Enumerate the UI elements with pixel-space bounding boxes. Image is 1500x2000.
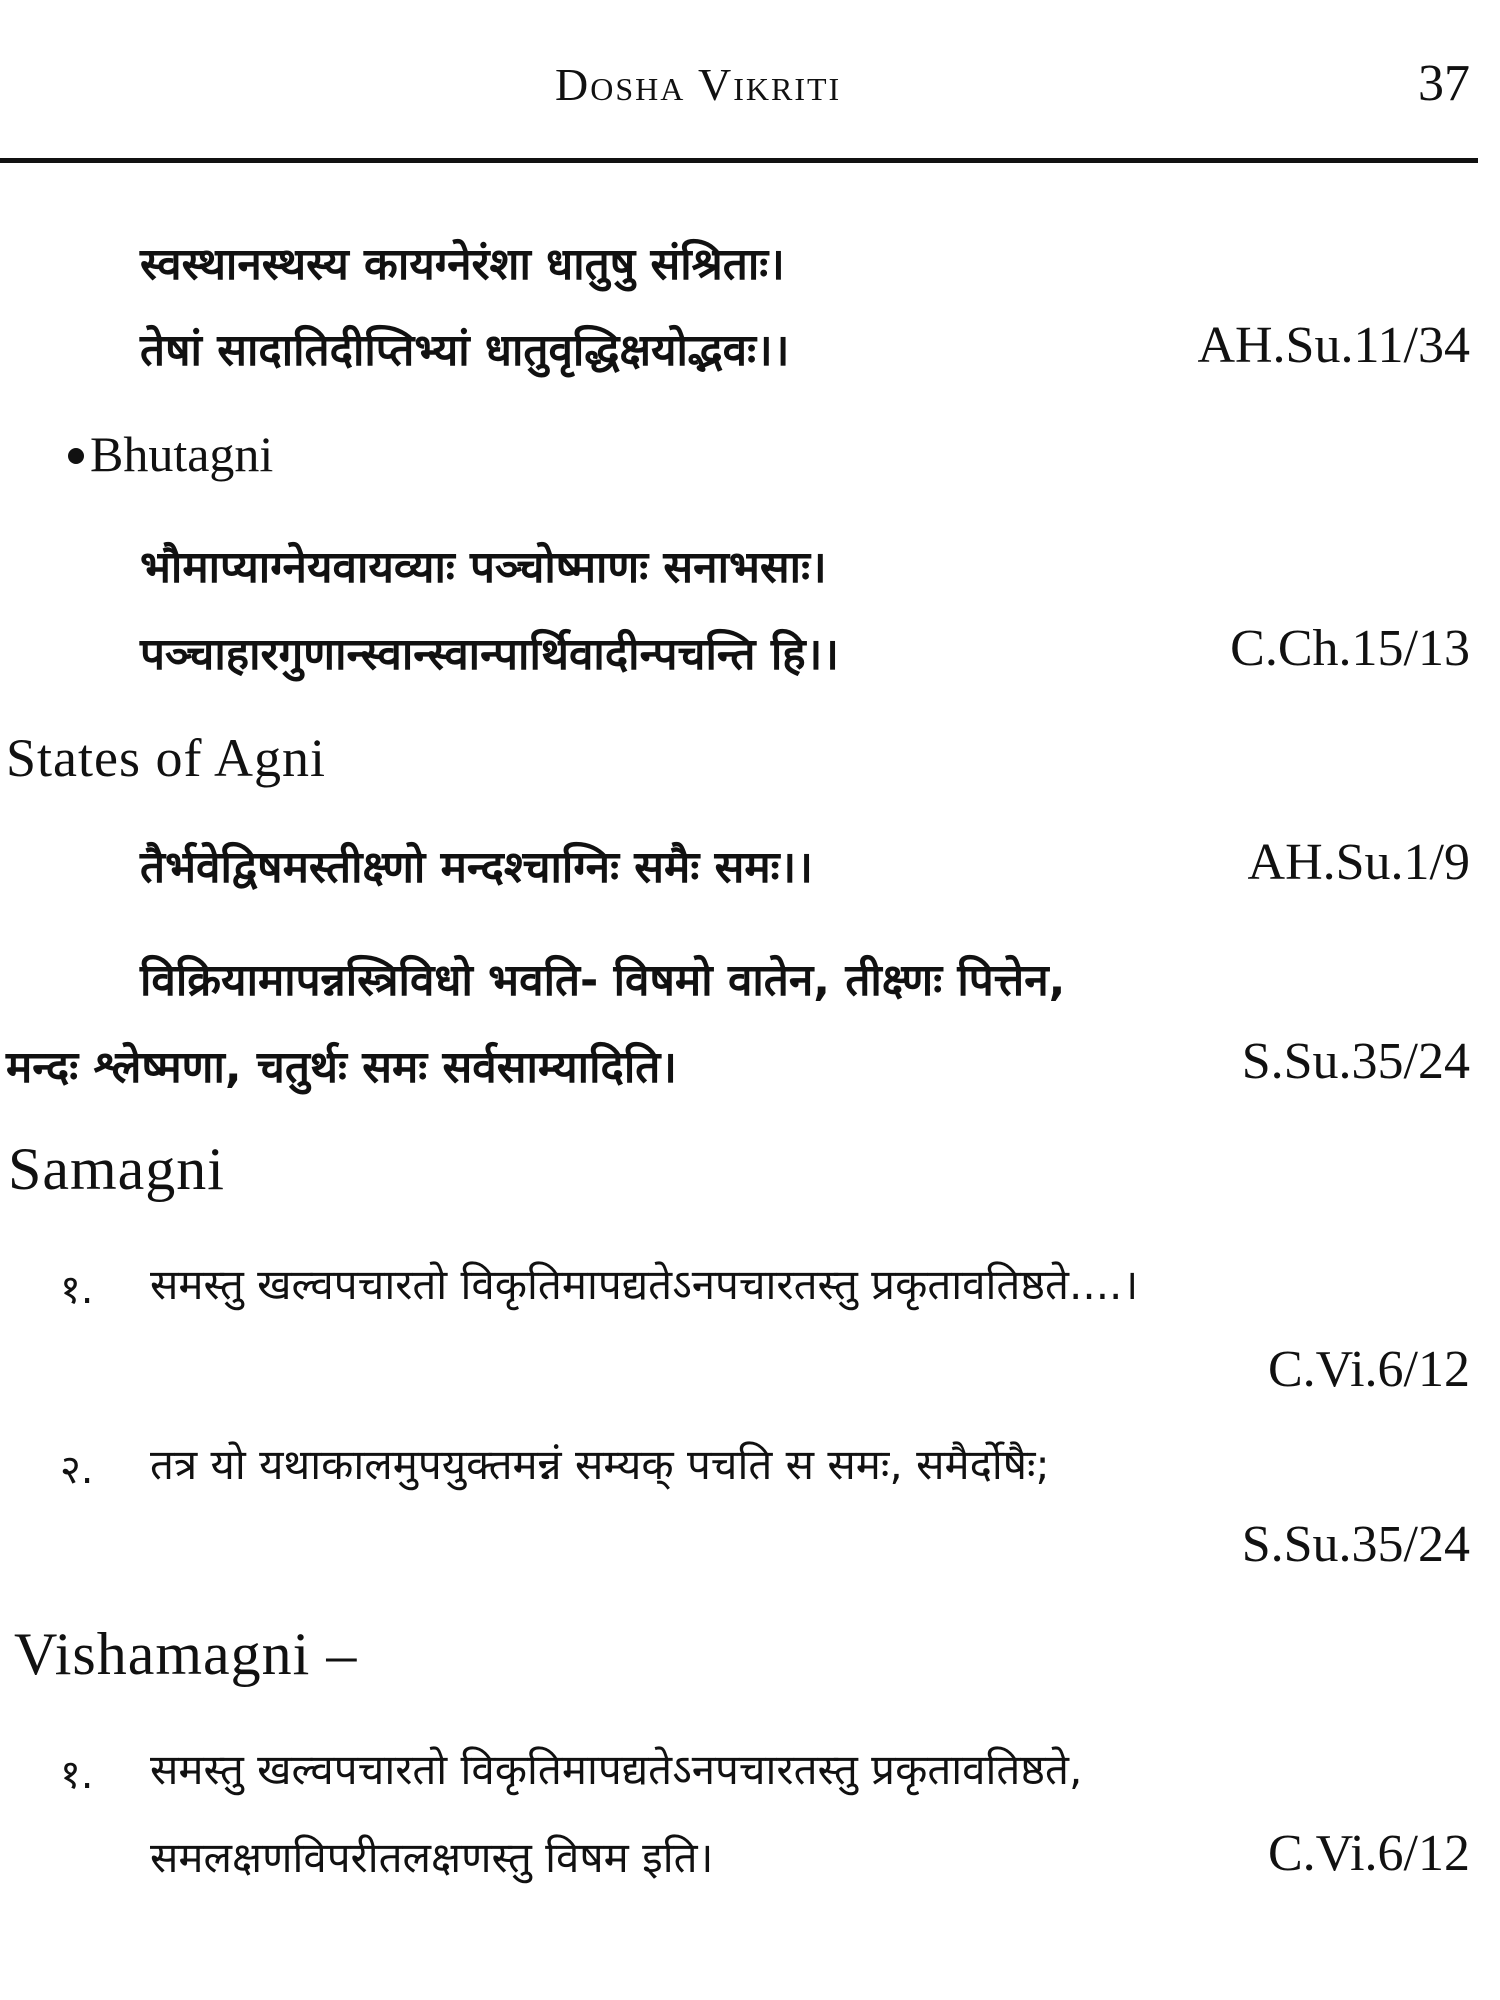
- verse-line: मन्दः श्लेष्मणा, चतुर्थः समः सर्वसाम्यादिति।: [6, 1042, 677, 1093]
- heading-text: Bhutagni: [90, 426, 274, 482]
- section-heading-bhutagni: [68, 425, 273, 483]
- citation: AH.Su.11/34: [1197, 317, 1470, 374]
- list-item-number: २.: [60, 1447, 94, 1493]
- list-item-number: १.: [60, 1752, 94, 1798]
- page-header: [0, 0, 1500, 170]
- citation: C.Vi.6/12: [1267, 1825, 1470, 1882]
- section-heading-samagni: Samagni: [8, 1136, 225, 1202]
- citation: S.Su.35/24: [1241, 1516, 1470, 1573]
- citation: C.Ch.15/13: [1230, 620, 1470, 677]
- verse-line: तेषां सादातिदीप्तिभ्यां धातुवृद्धिक्षयोद्भवः।।: [140, 325, 790, 376]
- verse-line: तैर्भवेद्विषमस्तीक्ष्णो मन्दश्चाग्निः समैः समः।।: [140, 842, 813, 893]
- bullet-icon: [68, 448, 84, 464]
- list-item-text: समस्तु खल्वपचारतो विकृतिमापद्यतेऽनपचारतस्तु प्रकृतावतिष्ठते,: [150, 1745, 1083, 1794]
- list-item-text: समलक्षणविपरीतलक्षणस्तु विषम इति।: [150, 1833, 714, 1882]
- section-heading-vishamagni: Vishamagni –: [14, 1621, 358, 1687]
- list-item-number: १.: [60, 1267, 94, 1313]
- list-item-text: समस्तु खल्वपचारतो विकृतिमापद्यतेऽनपचारतस्तु प्रकृतावतिष्ठते....।: [150, 1260, 1139, 1309]
- verse-line: भौमाप्याग्नेयवायव्याः पञ्चोष्माणः सनाभसाः।: [140, 542, 827, 593]
- section-heading-states: States of Agni: [6, 728, 326, 788]
- verse-line: पञ्चाहारगुणान्स्वान्स्वान्पार्थिवादीन्पचन्ति हि।।: [140, 629, 839, 680]
- running-title: Dosha Vikriti: [555, 59, 842, 110]
- citation: S.Su.35/24: [1241, 1033, 1470, 1090]
- verse-line: स्वस्थानस्थस्य कायग्नेरंशा धातुषु संश्रिताः।: [140, 239, 785, 290]
- citation: C.Vi.6/12: [1267, 1341, 1470, 1398]
- header-rule: [0, 158, 1478, 163]
- list-item-text: तत्र यो यथाकालमुपयुक्तमन्नं सम्यक् पचति स समः, समैर्दोषैः;: [150, 1440, 1050, 1489]
- page-number: 37: [1418, 55, 1470, 112]
- verse-line: विक्रियामापन्नस्त्रिविधो भवति- विषमो वातेन, तीक्ष्णः पित्तेन,: [140, 955, 1066, 1006]
- citation: AH.Su.1/9: [1247, 834, 1470, 891]
